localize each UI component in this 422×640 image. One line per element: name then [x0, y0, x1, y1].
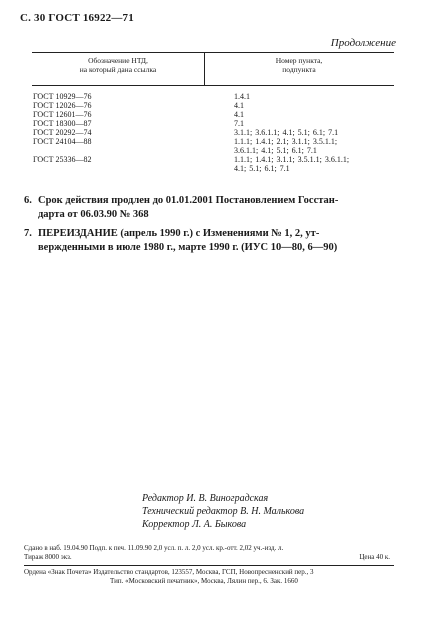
item-6 [24, 194, 398, 222]
table-cell-clause: 4.1; 5.1; 6.1; 7.1 [234, 164, 290, 173]
table-cell-clause: 1.1.1; 1.4.1; 3.1.1; 3.5.1.1; 3.6.1.1; [234, 155, 350, 164]
item-text-line: Срок действия продлен до 01.01.2001 Постановлением Госстан- [38, 195, 339, 206]
imprint-circulation: Тираж 8000 экз. [24, 553, 72, 561]
table-row [32, 128, 394, 137]
item-number: 7. [24, 228, 32, 239]
table-cell-clause: 7.1 [234, 119, 244, 128]
table-cell-clause: 4.1 [234, 110, 244, 119]
item-number: 6. [24, 195, 32, 206]
table-row [32, 137, 394, 146]
table-header-document-line1: Обозначение НТД, [88, 56, 148, 65]
table-header-clause [204, 56, 394, 74]
table-cell-document: ГОСТ 10929—76 [33, 92, 92, 101]
item-text-line: дарта от 06.03.90 № 368 [38, 209, 149, 220]
item-7 [24, 227, 398, 255]
table-cell-document: ГОСТ 12601—76 [33, 110, 92, 119]
imprint-price: Цена 40 к. [359, 553, 390, 561]
table-cell-clause: 3.1.1; 3.6.1.1; 4.1; 5.1; 6.1; 7.1 [234, 128, 339, 137]
reference-table [32, 52, 394, 182]
table-header-clause-line1: Номер пункта, [275, 56, 323, 65]
table-cell-document: ГОСТ 12026—76 [33, 101, 92, 110]
table-cell-document: ГОСТ 25336—82 [33, 155, 92, 164]
table-cell-clause: 3.6.1.1; 4.1; 5.1; 6.1; 7.1 [234, 146, 317, 155]
table-row [32, 101, 394, 110]
table-top-rule [32, 52, 394, 53]
table-cell-document: ГОСТ 20292—74 [33, 128, 92, 137]
table-cell-clause: 1.1.1; 1.4.1; 2.1; 3.1.1; 3.5.1.1; [234, 137, 338, 146]
imprint-divider [24, 565, 394, 566]
table-row [32, 164, 394, 173]
page-header: С. 30 ГОСТ 16922—71 [20, 12, 134, 24]
item-text-line: ПЕРЕИЗДАНИЕ (апрель 1990 г.) с Изменениями № 1, 2, ут- [38, 228, 320, 239]
item-text-line: вержденными в июле 1980 г., марте 1990 г. (ИУС 10—80, 6—90) [38, 242, 338, 253]
table-header-document-line2: на который дана ссылка [79, 65, 157, 74]
table-row [32, 155, 394, 164]
table-header-clause-line2: подпункта [282, 65, 316, 74]
continuation-label: Продолжение [330, 37, 396, 49]
table-header-document [32, 56, 204, 74]
table-row [32, 146, 394, 155]
table-cell-document: ГОСТ 18300—87 [33, 119, 92, 128]
table-cell-document: ГОСТ 24104—88 [33, 137, 92, 146]
imprint-publisher: Ордена «Знак Почета» Издательство стандартов, 123557, Москва, ГСП, Новопресненский пер., 3 [24, 568, 314, 576]
imprint-print-details: Сдано в наб. 19.04.90 Подп. к печ. 11.09.90 2,0 усл. п. л. 2,0 усл. кр.-отт. 2,02 уч.-изд. л. [24, 544, 284, 552]
table-row [32, 92, 394, 101]
table-cell-clause: 4.1 [234, 101, 244, 110]
table-cell-clause: 1.4.1 [234, 92, 250, 101]
tech-editor-credit: Технический редактор В. Н. Малькова [142, 506, 305, 517]
proofreader-credit: Корректор Л. А. Быкова [142, 519, 247, 530]
imprint-printer: Тип. «Московский печатник», Москва, Лялин пер., 6. Зак. 1660 [110, 577, 298, 585]
editor-credit: Редактор И. В. Виноградская [142, 493, 269, 504]
table-header-rule [32, 85, 394, 86]
table-row [32, 110, 394, 119]
table-row [32, 119, 394, 128]
